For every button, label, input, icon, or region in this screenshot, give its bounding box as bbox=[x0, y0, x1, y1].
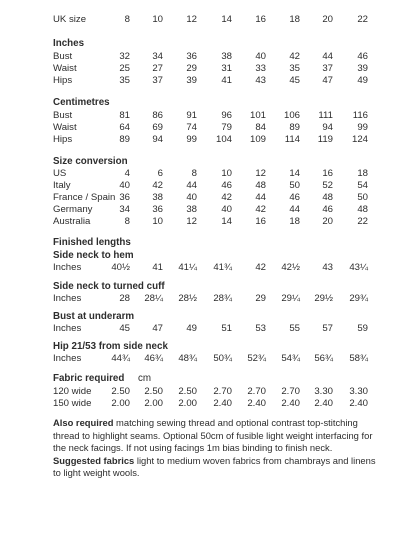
table-cell: 18 bbox=[289, 14, 300, 25]
table-cell: 49 bbox=[357, 75, 368, 86]
bust-underarm-heading-label: Bust at underarm bbox=[53, 311, 135, 322]
table-cell: 40 bbox=[186, 192, 197, 203]
table-cell: 99 bbox=[357, 122, 368, 133]
table-cell: 8 bbox=[124, 216, 130, 227]
table-cell: 44 bbox=[289, 204, 300, 215]
table-cell: 4 bbox=[124, 168, 130, 179]
table-cell: 45 bbox=[289, 75, 300, 86]
finished-lengths-heading-label: Finished lengths bbox=[53, 237, 131, 248]
table-cell: 12 bbox=[255, 168, 266, 179]
table-cell: 79 bbox=[221, 122, 232, 133]
side-neck-cuff-row-label: Inches bbox=[53, 293, 82, 304]
table-cell: 50 bbox=[289, 180, 300, 191]
table-cell: 50 bbox=[357, 192, 368, 203]
table-cell: 34 bbox=[152, 51, 163, 62]
suggested-fabrics-label: Suggested fabrics bbox=[53, 454, 135, 466]
table-cell: 84 bbox=[255, 122, 266, 133]
table-cell: 57 bbox=[322, 323, 333, 334]
table-cell: 8 bbox=[124, 14, 130, 25]
table-cell: 41 bbox=[152, 262, 163, 273]
fabric-required-heading-label: Fabric required bbox=[53, 373, 125, 384]
table-cell: 59 bbox=[357, 323, 368, 334]
table-cell: 109 bbox=[249, 134, 266, 145]
table-cell: 2.70 bbox=[281, 386, 300, 397]
centimetres-heading bbox=[0, 97, 416, 109]
inches-row-waist bbox=[0, 63, 416, 75]
table-cell: 3.30 bbox=[314, 386, 333, 397]
table-cell: 39 bbox=[357, 63, 368, 74]
table-cell: 2.50 bbox=[178, 386, 197, 397]
table-cell: 49 bbox=[186, 323, 197, 334]
conversion-row-australia-label: Australia bbox=[53, 216, 91, 227]
table-cell: 31 bbox=[221, 63, 232, 74]
table-cell: 96 bbox=[221, 110, 232, 121]
table-cell: 42 bbox=[289, 51, 300, 62]
table-cell: 51 bbox=[221, 323, 232, 334]
table-cell: 16 bbox=[322, 168, 333, 179]
conversion-row-us-label: US bbox=[53, 168, 67, 179]
fabric-row-120-label: 120 wide bbox=[53, 386, 92, 397]
table-cell: 46 bbox=[221, 180, 232, 191]
cm-row-hips bbox=[0, 134, 416, 146]
cm-row-waist-label: Waist bbox=[53, 122, 77, 133]
table-cell: 104 bbox=[215, 134, 232, 145]
table-cell: 16 bbox=[255, 216, 266, 227]
cm-row-hips-label: Hips bbox=[53, 134, 73, 145]
table-cell: 37 bbox=[152, 75, 163, 86]
table-cell: 42 bbox=[221, 192, 232, 203]
size-conversion-heading-label: Size conversion bbox=[53, 156, 128, 167]
table-cell: 22 bbox=[357, 14, 368, 25]
table-cell: 41¾ bbox=[213, 262, 232, 273]
hip-side-neck-row-label: Inches bbox=[53, 353, 82, 364]
table-cell: 42 bbox=[152, 180, 163, 191]
conversion-row-france-spain-label: France / Spain bbox=[53, 192, 116, 203]
also-required-text: matching sewing thread and optional contrast top-stitching thread to highlight seams. Optional 50cm of fusible light weight interfacing for the neck facings. If not using facings 1m bias binding to finish neck. bbox=[53, 417, 373, 453]
cm-row-bust bbox=[0, 110, 416, 122]
table-cell: 25 bbox=[119, 63, 130, 74]
table-cell: 44 bbox=[255, 192, 266, 203]
conversion-row-australia bbox=[0, 216, 416, 228]
table-cell: 12 bbox=[186, 14, 197, 25]
table-cell: 91 bbox=[186, 110, 197, 121]
table-cell: 18 bbox=[289, 216, 300, 227]
table-cell: 6 bbox=[157, 168, 163, 179]
inches-heading bbox=[0, 38, 416, 50]
inches-row-hips-label: Hips bbox=[53, 75, 73, 86]
side-neck-hem-heading-label: Side neck to hem bbox=[53, 250, 134, 261]
table-cell: 69 bbox=[152, 122, 163, 133]
size-conversion-heading bbox=[0, 156, 416, 168]
table-cell: 47 bbox=[152, 323, 163, 334]
table-cell: 2.70 bbox=[247, 386, 266, 397]
cm-row-bust-label: Bust bbox=[53, 110, 73, 121]
table-cell: 29 bbox=[255, 293, 266, 304]
table-cell: 20 bbox=[322, 14, 333, 25]
table-cell: 32 bbox=[119, 51, 130, 62]
table-cell: 46 bbox=[322, 204, 333, 215]
table-cell: 44¾ bbox=[111, 353, 130, 364]
table-cell: 12 bbox=[186, 216, 197, 227]
table-cell: 2.40 bbox=[314, 398, 333, 409]
table-cell: 64 bbox=[119, 122, 130, 133]
inches-heading-label: Inches bbox=[53, 38, 85, 49]
table-cell: 34 bbox=[119, 204, 130, 215]
table-cell: 2.40 bbox=[247, 398, 266, 409]
bust-underarm-row-label: Inches bbox=[53, 323, 82, 334]
cm-row-waist bbox=[0, 122, 416, 134]
table-cell: 55 bbox=[289, 323, 300, 334]
inches-row-bust bbox=[0, 51, 416, 63]
table-cell: 99 bbox=[186, 134, 197, 145]
table-cell: 35 bbox=[289, 63, 300, 74]
table-cell: 124 bbox=[351, 134, 368, 145]
fabric-required-heading bbox=[0, 373, 416, 385]
table-cell: 28 bbox=[119, 293, 130, 304]
table-cell: 48 bbox=[357, 204, 368, 215]
table-cell: 101 bbox=[249, 110, 266, 121]
suggested-fabrics-text: light to medium woven fabrics from chambrays and linens to light weight wools. bbox=[53, 454, 376, 478]
table-cell: 37 bbox=[322, 63, 333, 74]
table-cell: 52 bbox=[322, 180, 333, 191]
table-cell: 44 bbox=[186, 180, 197, 191]
side-neck-cuff-heading-label: Side neck to turned cuff bbox=[53, 281, 165, 292]
fabric-row-150-label: 150 wide bbox=[53, 398, 92, 409]
bust-underarm-row bbox=[0, 323, 416, 335]
table-cell: 38 bbox=[221, 51, 232, 62]
conversion-row-france-spain bbox=[0, 192, 416, 204]
table-cell: 2.00 bbox=[178, 398, 197, 409]
inches-row-hips bbox=[0, 75, 416, 87]
table-cell: 40½ bbox=[111, 262, 130, 273]
table-cell: 14 bbox=[289, 168, 300, 179]
table-cell: 10 bbox=[152, 14, 163, 25]
inches-row-bust-label: Bust bbox=[53, 51, 73, 62]
table-cell: 39 bbox=[186, 75, 197, 86]
table-cell: 41¼ bbox=[178, 262, 197, 273]
table-cell: 35 bbox=[119, 75, 130, 86]
table-cell: 28¼ bbox=[144, 293, 163, 304]
table-cell: 29 bbox=[186, 63, 197, 74]
table-cell: 94 bbox=[152, 134, 163, 145]
conversion-row-germany-label: Germany bbox=[53, 204, 93, 215]
table-cell: 46 bbox=[357, 51, 368, 62]
table-cell: 20 bbox=[322, 216, 333, 227]
conversion-row-us bbox=[0, 168, 416, 180]
side-neck-cuff-row bbox=[0, 293, 416, 305]
table-cell: 28½ bbox=[178, 293, 197, 304]
table-cell: 2.40 bbox=[281, 398, 300, 409]
inches-row-waist-label: Waist bbox=[53, 63, 77, 74]
table-cell: 43¼ bbox=[349, 262, 368, 273]
finished-lengths-heading bbox=[0, 237, 416, 249]
uk-size-row bbox=[0, 14, 416, 26]
table-cell: 2.50 bbox=[144, 386, 163, 397]
conversion-row-italy bbox=[0, 180, 416, 192]
table-cell: 116 bbox=[352, 110, 368, 121]
table-cell: 22 bbox=[357, 216, 368, 227]
table-cell: 27 bbox=[152, 63, 163, 74]
side-neck-hem-row bbox=[0, 262, 416, 274]
table-cell: 94 bbox=[322, 122, 333, 133]
table-cell: 16 bbox=[255, 14, 266, 25]
table-cell: 54¾ bbox=[281, 353, 300, 364]
table-cell: 2.40 bbox=[213, 398, 232, 409]
table-cell: 41 bbox=[221, 75, 232, 86]
fabric-row-150 bbox=[0, 398, 416, 410]
table-cell: 89 bbox=[289, 122, 300, 133]
centimetres-heading-label: Centimetres bbox=[53, 97, 110, 108]
table-cell: 119 bbox=[317, 134, 333, 145]
table-cell: 52¾ bbox=[247, 353, 266, 364]
also-required-label: Also required bbox=[53, 417, 114, 428]
uk-size-row-label: UK size bbox=[53, 14, 87, 25]
table-cell: 54 bbox=[357, 180, 368, 191]
table-cell: 8 bbox=[191, 168, 197, 179]
table-cell: 40 bbox=[119, 180, 130, 191]
table-cell: 47 bbox=[322, 75, 333, 86]
table-cell: 2.00 bbox=[144, 398, 163, 409]
table-cell: 74 bbox=[186, 122, 197, 133]
table-cell: 14 bbox=[221, 216, 232, 227]
table-cell: 42 bbox=[255, 262, 266, 273]
table-cell: 46 bbox=[289, 192, 300, 203]
bust-underarm-heading bbox=[0, 311, 416, 323]
table-cell: 46¾ bbox=[144, 353, 163, 364]
table-cell: 42½ bbox=[281, 262, 300, 273]
side-neck-cuff-heading bbox=[0, 281, 416, 293]
table-cell: 48 bbox=[255, 180, 266, 191]
table-cell: 29¼ bbox=[281, 293, 300, 304]
table-cell: 53 bbox=[255, 323, 266, 334]
table-cell: 2.40 bbox=[349, 398, 368, 409]
table-cell: 29½ bbox=[314, 293, 333, 304]
table-cell: 114 bbox=[284, 134, 300, 145]
table-cell: 106 bbox=[283, 110, 300, 121]
side-neck-hem-heading bbox=[0, 250, 416, 262]
conversion-row-germany bbox=[0, 204, 416, 216]
notes-block bbox=[53, 417, 383, 480]
table-cell: 29¾ bbox=[349, 293, 368, 304]
table-cell: 10 bbox=[152, 216, 163, 227]
table-cell: 38 bbox=[152, 192, 163, 203]
table-cell: 2.00 bbox=[111, 398, 130, 409]
table-cell: 89 bbox=[119, 134, 130, 145]
table-cell: 36 bbox=[119, 192, 130, 203]
table-cell: 40 bbox=[255, 51, 266, 62]
table-cell: 40 bbox=[221, 204, 232, 215]
table-cell: 2.70 bbox=[213, 386, 232, 397]
fabric-required-heading-unit: cm bbox=[138, 373, 152, 384]
table-cell: 3.30 bbox=[349, 386, 368, 397]
table-cell: 43 bbox=[322, 262, 333, 273]
hip-side-neck-heading bbox=[0, 341, 416, 353]
side-neck-hem-row-label: Inches bbox=[53, 262, 82, 273]
table-cell: 38 bbox=[186, 204, 197, 215]
conversion-row-italy-label: Italy bbox=[53, 180, 71, 191]
table-cell: 2.50 bbox=[111, 386, 130, 397]
table-cell: 10 bbox=[221, 168, 232, 179]
table-cell: 18 bbox=[357, 168, 368, 179]
table-cell: 48 bbox=[322, 192, 333, 203]
hip-side-neck-row bbox=[0, 353, 416, 365]
table-cell: 14 bbox=[221, 14, 232, 25]
table-cell: 42 bbox=[255, 204, 266, 215]
table-cell: 36 bbox=[186, 51, 197, 62]
table-cell: 111 bbox=[318, 110, 333, 121]
table-cell: 50¾ bbox=[213, 353, 232, 364]
table-cell: 86 bbox=[152, 110, 163, 121]
table-cell: 43 bbox=[255, 75, 266, 86]
table-cell: 48¾ bbox=[178, 353, 197, 364]
table-cell: 33 bbox=[255, 63, 266, 74]
table-cell: 81 bbox=[119, 110, 130, 121]
table-cell: 36 bbox=[152, 204, 163, 215]
table-cell: 28¾ bbox=[213, 293, 232, 304]
table-cell: 58¾ bbox=[349, 353, 368, 364]
hip-side-neck-heading-label: Hip 21/53 from side neck bbox=[53, 341, 168, 352]
table-cell: 44 bbox=[322, 51, 333, 62]
table-cell: 45 bbox=[119, 323, 130, 334]
table-cell: 56¾ bbox=[314, 353, 333, 364]
fabric-row-120 bbox=[0, 386, 416, 398]
